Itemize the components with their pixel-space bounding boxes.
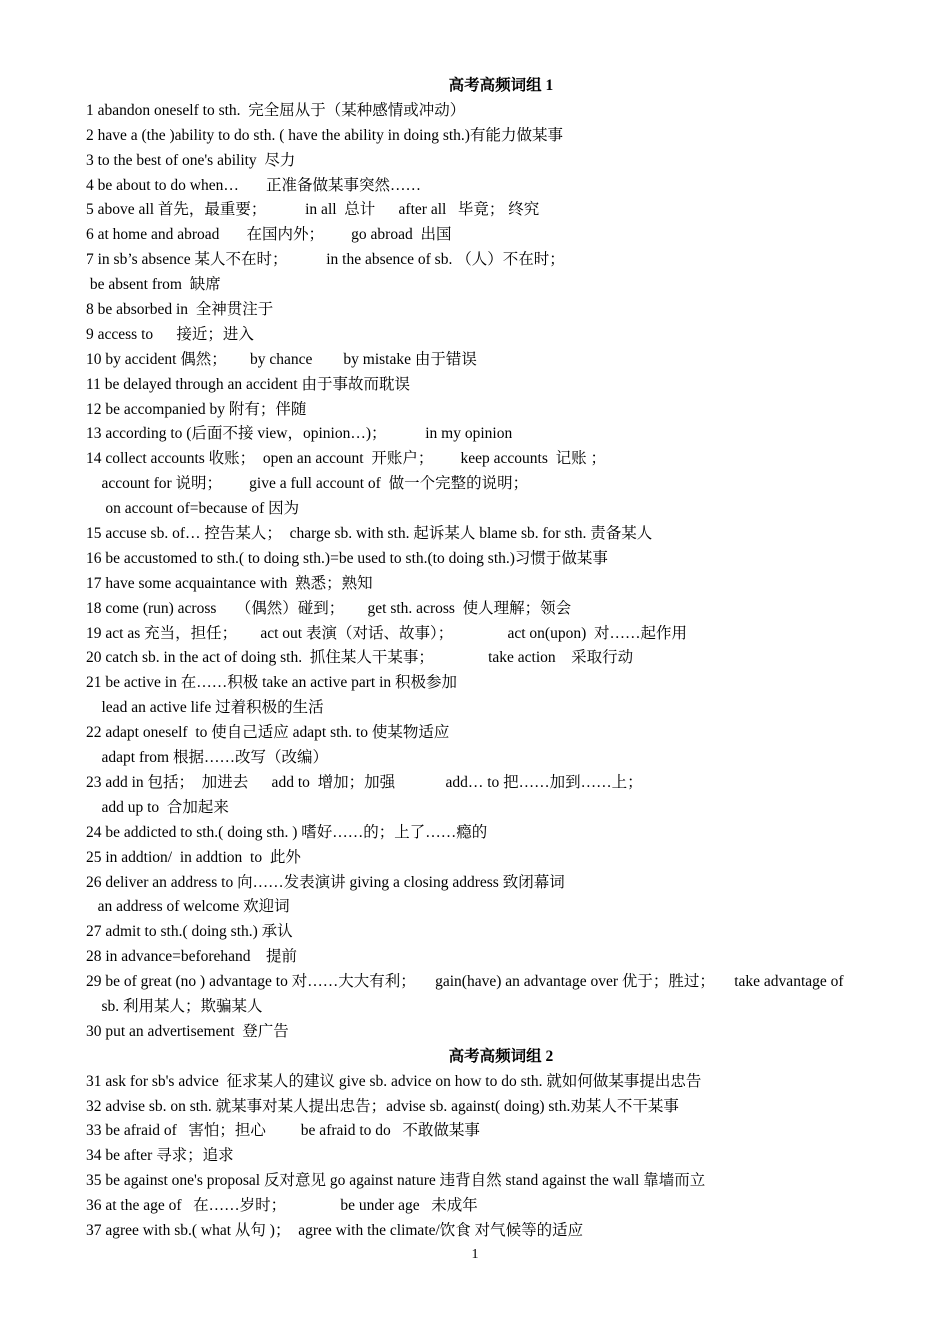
phrase-entry: 6 at home and abroad 在国内外； go abroad 出国	[86, 226, 452, 244]
phrase-entry: 3 to the best of one's ability 尽力	[86, 151, 296, 169]
phrase-entry: 2 have a (the )ability to do sth. ( have the ability in doing sth.)有能力做某事	[86, 126, 563, 144]
phrase-entry: 23 add in 包括； 加进去 add to 增加；加强 add… to 把……加到……上；	[86, 773, 643, 791]
phrase-entry: 31 ask for sb's advice 征求某人的建议 give sb. advice on how to do sth. 就如何做某事提出忠告	[86, 1072, 702, 1090]
phrase-entry: 8 be absorbed in 全神贯注于	[86, 301, 274, 319]
phrase-entry: 22 adapt oneself to 使自己适应 adapt sth. to 使某物适应	[86, 724, 450, 742]
phrase-entry: 25 in addtion/ in addtion to 此外	[86, 848, 301, 866]
phrase-entry: 11 be delayed through an accident 由于事故而耽误	[86, 375, 410, 393]
phrase-entry: lead an active life 过着积极的生活	[86, 699, 324, 717]
phrase-entry: 20 catch sb. in the act of doing sth. 抓住某人干某事； take action 采取行动	[86, 649, 634, 667]
phrase-entry: an address of welcome 欢迎词	[86, 898, 290, 916]
phrase-entry: be absent from 缺席	[86, 276, 221, 294]
phrase-entry: 37 agree with sb.( what 从句 )； agree with the climate/饮食 对气候等的适应	[86, 1221, 584, 1239]
phrase-entry: 33 be afraid of 害怕；担心 be afraid to do 不敢做某事	[86, 1122, 480, 1140]
section-heading: 高考高频词组 2	[448, 1047, 554, 1065]
phrase-entry: 7 in sb’s absence 某人不在时； in the absence of sb. （人）不在时；	[86, 251, 565, 269]
page-number: 1	[471, 1247, 479, 1262]
phrase-entry: 27 admit to sth.( doing sth.) 承认	[86, 923, 293, 941]
phrase-entry: 12 be accompanied by 附有；伴随	[86, 400, 307, 418]
phrase-entry: 14 collect accounts 收账； open an account 开账户； keep accounts 记账 ；	[86, 450, 606, 468]
phrase-entry: 35 be against one's proposal 反对意见 go against nature 违背自然 stand against the wall 靠墙而立	[86, 1172, 706, 1190]
phrase-entry: 10 by accident 偶然； by chance by mistake 由于错误	[86, 350, 477, 368]
phrase-entry: 21 be active in 在……积极 take an active part in 积极参加	[86, 674, 458, 692]
section-heading: 高考高频词组 1	[448, 77, 554, 94]
phrase-entry: adapt from 根据……改写（改编）	[86, 749, 328, 767]
phrase-entry: 9 access to 接近；进入	[86, 325, 254, 343]
phrase-entry: 16 be accustomed to sth.( to doing sth.)=be used to sth.(to doing sth.)习惯于做某事	[86, 549, 608, 567]
phrase-entry: 19 act as 充当，担任； act out 表演（对话、故事）； act on(upon) 对……起作用	[86, 624, 687, 642]
document-body	[86, 74, 916, 1244]
phrase-entry: account for 说明； give a full account of 做一个完整的说明；	[86, 475, 529, 493]
phrase-entry: sb. 利用某人；欺骗某人	[86, 997, 263, 1015]
phrase-entry: 30 put an advertisement 登广告	[86, 1022, 289, 1040]
phrase-entry: 13 according to (后面不接 view，opinion…)； in my opinion	[86, 425, 513, 443]
phrase-entry: 28 in advance=beforehand 提前	[86, 948, 298, 966]
phrase-entry: 15 accuse sb. of… 控告某人； charge sb. with sth. 起诉某人 blame sb. for sth. 责备某人	[86, 525, 653, 543]
phrase-entry: add up to 合加起来	[86, 798, 229, 816]
phrase-entry: 5 above all 首先，最重要； in all 总计 after all 毕竟； 终究	[86, 201, 540, 219]
phrase-entry: 18 come (run) across （偶然）碰到； get sth. across 使人理解；领会	[86, 599, 572, 617]
phrase-entry: 4 be about to do when… 正准备做某事突然……	[86, 176, 421, 194]
phrase-entry: 29 be of great (no ) advantage to 对……大大有利； gain(have) an advantage over 优于；胜过； take advantage of	[86, 973, 844, 991]
phrase-entry: on account of=because of 因为	[86, 500, 300, 518]
phrase-entry: 1 abandon oneself to sth. 完全屈从于（某种感情或冲动）	[86, 101, 466, 119]
phrase-entry: 17 have some acquaintance with 熟悉；熟知	[86, 574, 373, 592]
phrase-entry: 32 advise sb. on sth. 就某事对某人提出忠告；advise sb. against( doing) sth.劝某人不干某事	[86, 1097, 679, 1115]
phrase-entry: 36 at the age of 在……岁时； be under age 未成年	[86, 1197, 478, 1215]
phrase-entry: 24 be addicted to sth.( doing sth. ) 嗜好……的；上了……瘾的	[86, 823, 488, 841]
phrase-entry: 26 deliver an address to 向……发表演讲 giving a closing address 致闭幕词	[86, 873, 565, 891]
phrase-entry: 34 be after 寻求；追求	[86, 1147, 234, 1165]
